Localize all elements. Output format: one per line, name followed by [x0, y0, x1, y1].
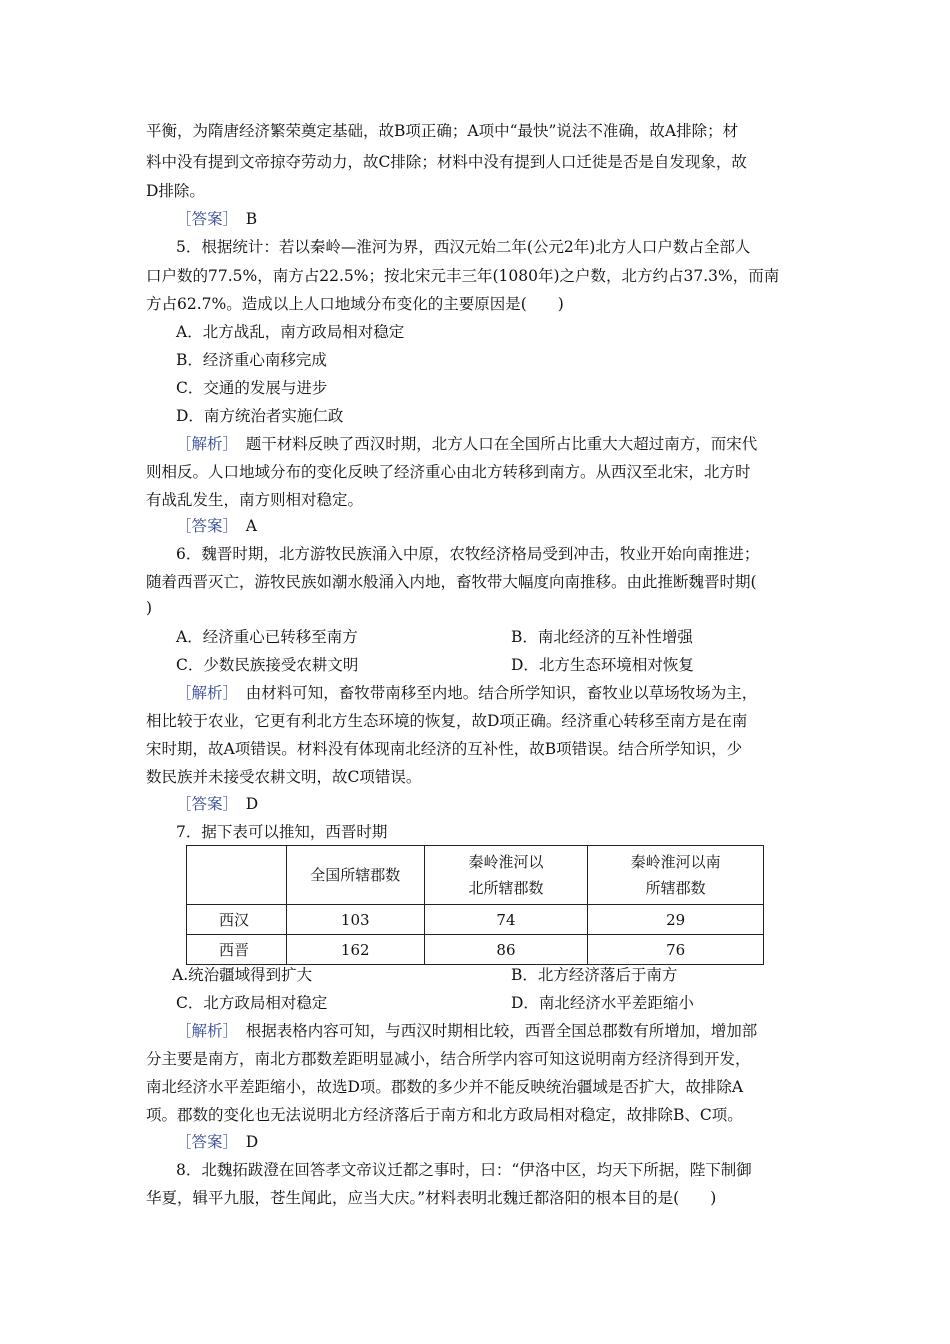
analysis-line: [176, 1020, 757, 1042]
question-stem: 6．魏晋时期，北方游牧民族涌入中原，农牧经济格局受到冲击，牧业开始向南推进；: [176, 545, 760, 563]
answer-value: A: [245, 517, 257, 535]
table-header-cell: 全国所辖郡数: [286, 846, 424, 905]
table-cell: 103: [286, 905, 424, 935]
answer-line: [176, 515, 257, 537]
answer-label: ［答案］: [176, 517, 231, 535]
paragraph-line: 平衡，为隋唐经济繁荣奠定基础，故B项正确；A项中“最快”说法不准确，故A排除；材: [146, 122, 739, 140]
option-d: D．南北经济水平差距缩小: [511, 994, 694, 1012]
analysis-text: 题干材料反映了西汉时期，北方人口在全国所占比重大大超过南方，而宋代: [230, 435, 758, 453]
data-table: [186, 845, 764, 965]
paragraph-line: 料中没有提到文帝掠夺劳动力，故C排除；材料中没有提到人口迁徙是否是自发现象，故: [146, 153, 747, 171]
table-cell: 74: [424, 905, 588, 935]
table-header-cell: [588, 846, 764, 905]
analysis-label: ［解析］: [176, 684, 231, 702]
table-row: [187, 905, 764, 935]
analysis-label: ［解析］: [176, 435, 231, 453]
paragraph-line: D排除。: [146, 182, 205, 200]
option-d: D．北方生态环境相对恢复: [511, 656, 694, 674]
question-stem: 5．根据统计：若以秦岭—淮河为界，西汉元始二年(公元2年)北方人口户数占全部人: [176, 238, 751, 256]
table-cell: 162: [286, 935, 424, 965]
table-header-cell: [424, 846, 588, 905]
table-header-row: [187, 846, 764, 905]
table-cell: 29: [588, 905, 764, 935]
answer-label: ［答案］: [176, 795, 231, 813]
analysis-line: 宋时期，故A项错误。材料没有体现南北经济的互补性，故B项错误。结合所学知识，少: [146, 740, 743, 758]
question-stem: 8．北魏拓跋澄在回答孝文帝议迁都之事时，曰：“伊洛中区，均天下所据，陛下制御: [176, 1161, 752, 1179]
option-a: A.统治疆域得到扩大: [172, 966, 313, 984]
answer-line: [176, 208, 257, 230]
option-d: D．南方统治者实施仁政: [176, 407, 344, 425]
option-c: C．北方政局相对稳定: [176, 994, 328, 1012]
answer-value: B: [245, 210, 258, 228]
option-b: B．南北经济的互补性增强: [511, 628, 693, 646]
question-stem: 7．据下表可以推知，西晋时期: [176, 823, 388, 841]
header-text: 秦岭淮河以 北所辖郡数: [468, 853, 544, 897]
option-a: A．北方战乱，南方政局相对稳定: [176, 323, 405, 341]
analysis-line: [176, 433, 757, 455]
analysis-line: 相比较于农业，它更有利北方生态环境的恢复，故D项正确。经济重心转移至南方是在南: [146, 712, 748, 730]
table-cell: 西汉: [187, 905, 287, 935]
analysis-line: 则相反。人口地域分布的变化反映了经济重心由北方转移到南方。从西汉至北宋，北方时: [146, 463, 751, 481]
question-stem: 随着西晋灭亡，游牧民族如潮水般涌入内地，畜牧带大幅度向南推移。由此推断魏晋时期(: [146, 573, 757, 591]
analysis-line: 有战乱发生，南方则相对稳定。: [146, 491, 364, 509]
question-stem: 方占62.7%。造成以上人口地域分布变化的主要原因是( ): [146, 295, 564, 313]
header-text: 秦岭淮河以南 所辖郡数: [630, 853, 721, 897]
answer-label: ［答案］: [176, 210, 231, 228]
analysis-label: ［解析］: [176, 1022, 231, 1040]
option-b: B．经济重心南移完成: [176, 351, 327, 369]
analysis-line: [176, 682, 757, 704]
analysis-line: 南北经济水平差距缩小，故选D项。郡数的多少并不能反映统治疆域是否扩大，故排除A: [146, 1078, 744, 1096]
answer-line: [176, 1131, 258, 1153]
question-stem: 口户数的77.5%，南方占22.5%；按北宋元丰三年(1080年)之户数，北方约占37.3%，而南: [146, 267, 780, 285]
table-cell: 西晋: [187, 935, 287, 965]
answer-label: ［答案］: [176, 1133, 231, 1151]
table-cell: 86: [424, 935, 588, 965]
analysis-line: 分主要是南方，南北方郡数差距明显减小，结合所学内容可知这说明南方经济得到开发，: [146, 1050, 751, 1068]
question-stem: 华夏，辑平九服，苍生闻此，应当大庆。”材料表明北魏迁都洛阳的根本目的是( ): [146, 1189, 717, 1207]
question-stem: ): [146, 599, 153, 617]
option-a: A．经济重心已转移至南方: [176, 628, 358, 646]
table-cell: 76: [588, 935, 764, 965]
analysis-line: 数民族并未接受农耕文明，故C项错误。: [146, 768, 422, 786]
table-header-cell: [187, 846, 287, 905]
option-b: B．北方经济落后于南方: [511, 966, 678, 984]
analysis-line: 项。郡数的变化也无法说明北方经济落后于南方和北方政局相对稳定，故排除B、C项。: [146, 1106, 743, 1124]
option-c: C．交通的发展与进步: [176, 379, 328, 397]
answer-value: D: [245, 795, 259, 813]
answer-line: [176, 793, 258, 815]
answer-value: D: [245, 1133, 259, 1151]
analysis-text: 根据表格内容可知，与西汉时期相比较，西晋全国总郡数有所增加，增加部: [230, 1022, 758, 1040]
option-c: C．少数民族接受农耕文明: [176, 656, 359, 674]
table-row: [187, 935, 764, 965]
analysis-text: 由材料可知，畜牧带南移至内地。结合所学知识，畜牧业以草场牧场为主，: [230, 684, 758, 702]
